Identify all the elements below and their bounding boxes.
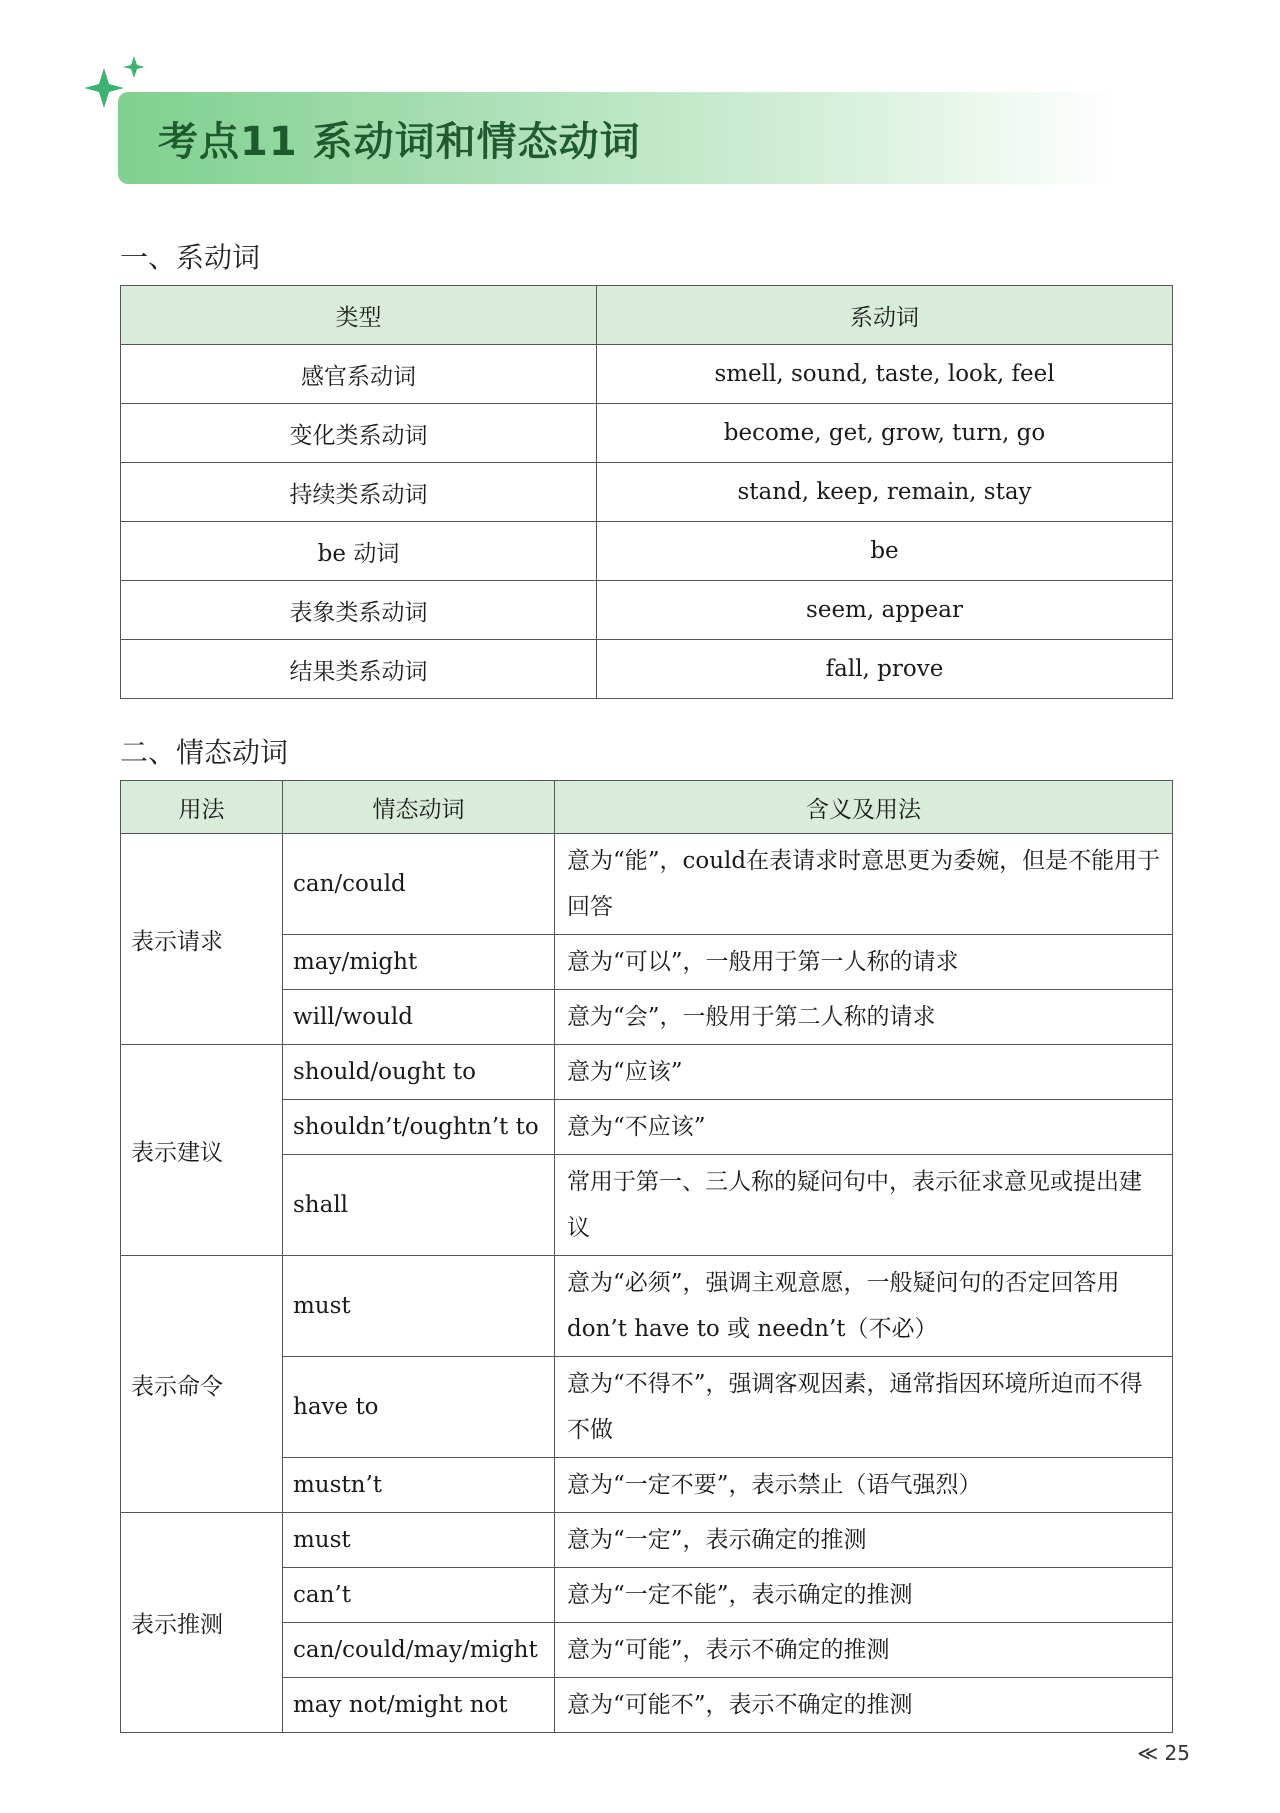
section-title-linking-verbs: 一、系动词 [120,241,261,274]
modal-verb-cell: can/could/may/might [283,1623,555,1678]
column-header-usage: 用法 [121,781,283,834]
meaning-cell: 意为“会”，一般用于第二人称的请求 [555,990,1173,1045]
modal-verb-cell: mustn’t [283,1458,555,1513]
meaning-cell: 意为“不应该” [555,1100,1173,1155]
modal-verb-cell: can/could [283,834,555,935]
meaning-cell: 意为“能”，could在表请求时意思更为委婉，但是不能用于回答 [555,834,1173,935]
verbs-cell: smell, sound, taste, look, feel [597,345,1173,404]
modal-verb-cell: should/ought to [283,1045,555,1100]
table-row [121,834,1173,935]
usage-cell: 表示推测 [121,1513,283,1733]
table-row [121,1256,1173,1357]
meaning-cell: 意为“可能”，表示不确定的推测 [555,1623,1173,1678]
meaning-cell: 意为“一定”，表示确定的推测 [555,1513,1173,1568]
modal-verb-cell: have to [283,1357,555,1458]
column-header-type: 类型 [121,286,597,345]
modal-verb-cell: will/would [283,990,555,1045]
linking-verbs-table [120,285,1173,699]
table-row [121,581,1173,640]
modal-verb-cell: can’t [283,1568,555,1623]
table-row [121,640,1173,699]
meaning-cell: 意为“一定不能”，表示确定的推测 [555,1568,1173,1623]
meaning-cell: 意为“可以”，一般用于第一人称的请求 [555,935,1173,990]
meaning-cell: 常用于第一、三人称的疑问句中，表示征求意见或提出建议 [555,1155,1173,1256]
verbs-cell: be [597,522,1173,581]
type-cell: be 动词 [121,522,597,581]
usage-cell: 表示建议 [121,1045,283,1256]
modal-verb-cell: shouldn’t/oughtn’t to [283,1100,555,1155]
usage-cell: 表示请求 [121,834,283,1045]
page-number: ≪ 25 [1137,1741,1190,1765]
column-header-modal-verb: 情态动词 [283,781,555,834]
table-row [121,522,1173,581]
table-row [121,1045,1173,1100]
table-row [121,1513,1173,1568]
verbs-cell: seem, appear [597,581,1173,640]
table-header-row [121,286,1173,345]
section-title-modal-verbs: 二、情态动词 [120,736,289,769]
usage-cell: 表示命令 [121,1256,283,1513]
meaning-cell: 意为“可能不”，表示不确定的推测 [555,1678,1173,1733]
type-cell: 持续类系动词 [121,463,597,522]
modal-verb-cell: may/might [283,935,555,990]
meaning-cell: 意为“不得不”，强调客观因素，通常指因环境所迫而不得不做 [555,1357,1173,1458]
modal-verbs-table [120,780,1173,1733]
modal-verb-cell: must [283,1256,555,1357]
verbs-cell: become, get, grow, turn, go [597,404,1173,463]
type-cell: 感官系动词 [121,345,597,404]
column-header-meaning: 含义及用法 [555,781,1173,834]
modal-verb-cell: may not/might not [283,1678,555,1733]
table-row [121,345,1173,404]
column-header-linking-verb: 系动词 [597,286,1173,345]
table-row [121,404,1173,463]
type-cell: 结果类系动词 [121,640,597,699]
modal-verb-cell: must [283,1513,555,1568]
verbs-cell: fall, prove [597,640,1173,699]
verbs-cell: stand, keep, remain, stay [597,463,1173,522]
meaning-cell: 意为“必须”，强调主观意愿，一般疑问句的否定回答用 don’t have to 或 needn’t（不必） [555,1256,1173,1357]
meaning-cell: 意为“应该” [555,1045,1173,1100]
page-title: 考点11 系动词和情态动词 [158,119,641,165]
modal-verb-cell: shall [283,1155,555,1256]
type-cell: 表象类系动词 [121,581,597,640]
table-header-row [121,781,1173,834]
table-row [121,463,1173,522]
meaning-cell: 意为“一定不要”，表示禁止（语气强烈） [555,1458,1173,1513]
type-cell: 变化类系动词 [121,404,597,463]
